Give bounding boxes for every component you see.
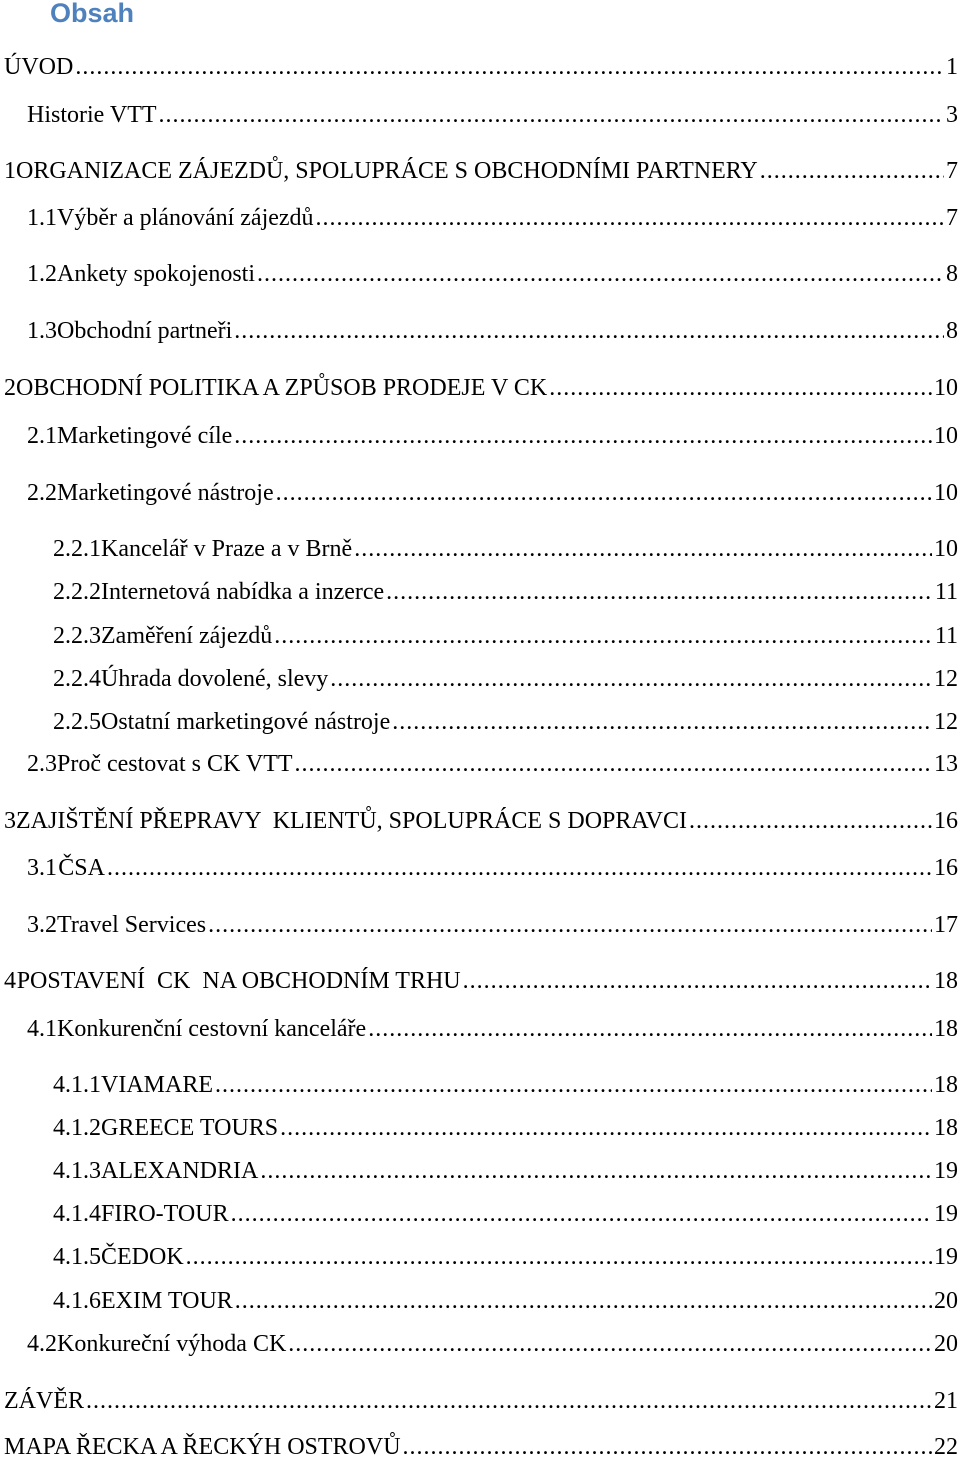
toc-entry[interactable]	[27, 910, 958, 940]
toc-entry-number: 1.2	[27, 261, 57, 287]
toc-entry[interactable]	[53, 534, 958, 564]
toc-entry-number: 3.1	[27, 855, 57, 881]
toc-entry-page-number: 16	[934, 808, 958, 834]
toc-entry-label: OBCHODNÍ POLITIKA A ZPŮSOB PRODEJE V CK	[16, 375, 548, 401]
toc-dot-leader	[107, 853, 932, 883]
toc-dot-leader	[316, 203, 944, 233]
toc-entry-page-number: 17	[934, 912, 958, 938]
toc-entry-label: Konkureční výhoda CK	[57, 1331, 287, 1357]
toc-entry-label: Ostatní marketingové nástroje	[101, 709, 391, 735]
toc-entry-page-number: 10	[934, 375, 958, 401]
toc-dot-leader	[549, 373, 932, 403]
toc-dot-leader	[288, 1329, 932, 1359]
toc-dot-leader	[392, 707, 932, 737]
toc-entry[interactable]	[4, 1386, 958, 1416]
toc-entry-label: Marketingové nástroje	[57, 480, 274, 506]
toc-dot-leader	[208, 910, 932, 940]
toc-entry-number: 4.1.5	[53, 1244, 101, 1270]
toc-entry-number: 2	[4, 375, 16, 401]
toc-entry[interactable]	[27, 1014, 958, 1044]
toc-entry-page-number: 19	[934, 1244, 958, 1270]
toc-entry[interactable]	[53, 1070, 958, 1100]
toc-entry-number: 3.2	[27, 912, 57, 938]
toc-entry-label: GREECE TOURS	[101, 1115, 279, 1141]
toc-entry[interactable]	[27, 421, 958, 451]
toc-entry-number: 4.1	[27, 1016, 57, 1042]
toc-entry[interactable]	[27, 316, 958, 346]
toc-entry-label: Obchodní partneři	[57, 318, 233, 344]
toc-dot-leader	[257, 259, 944, 289]
toc-dot-leader	[463, 966, 932, 996]
toc-dot-leader	[235, 1286, 932, 1316]
toc-dot-leader	[260, 1156, 932, 1186]
toc-dot-leader	[276, 478, 932, 508]
toc-entry-page-number: 3	[946, 102, 958, 128]
toc-entry-number: 2.1	[27, 423, 57, 449]
toc-entry[interactable]	[53, 1242, 958, 1272]
toc-entry-number: 3	[4, 808, 16, 834]
toc-entry-label: ORGANIZACE ZÁJEZDŮ, SPOLUPRÁCE S OBCHODNÍMI PARTNERY	[16, 158, 758, 184]
toc-entry-page-number: 10	[934, 480, 958, 506]
toc-entry[interactable]	[53, 1156, 958, 1186]
toc-entry[interactable]	[4, 1432, 958, 1462]
toc-entry[interactable]	[27, 100, 958, 130]
toc-entry[interactable]	[4, 52, 958, 82]
toc-entry-label: Úhrada dovolené, slevy	[101, 666, 329, 692]
toc-entry-page-number: 13	[934, 751, 958, 777]
toc-entry-label: FIRO-TOUR	[101, 1201, 229, 1227]
toc-entry-page-number: 12	[934, 666, 958, 692]
toc-entry-page-number: 8	[946, 261, 958, 287]
toc-entry[interactable]	[27, 203, 958, 233]
toc-entry-number: 2.2.1	[53, 536, 101, 562]
toc-entry-page-number: 12	[934, 709, 958, 735]
toc-entry-number: 2.2.4	[53, 666, 101, 692]
toc-entry-page-number: 18	[934, 1072, 958, 1098]
toc-entry-number: 1.1	[27, 205, 57, 231]
toc-dot-leader	[330, 664, 932, 694]
toc-entry-label: Kancelář v Praze a v Brně	[101, 536, 353, 562]
toc-dot-leader	[354, 534, 932, 564]
toc-entry-label: MAPA ŘECKA A ŘECKÝH OSTROVŮ	[4, 1434, 401, 1460]
toc-entry-number: 1	[4, 158, 16, 184]
toc-dot-leader	[280, 1113, 932, 1143]
toc-entry-number: 4	[4, 968, 16, 994]
toc-entry[interactable]	[27, 853, 958, 883]
toc-entry-page-number: 22	[934, 1434, 958, 1460]
toc-entry-page-number: 7	[946, 158, 958, 184]
toc-entry-label: Konkurenční cestovní kanceláře	[57, 1016, 367, 1042]
toc-entry[interactable]	[4, 806, 958, 836]
toc-entry-label: Výběr a plánování zájezdů	[57, 205, 314, 231]
toc-entry-number: 2.2.3	[53, 623, 101, 649]
toc-entry-label: POSTAVENÍ CK NA OBCHODNÍM TRHU	[16, 968, 461, 994]
toc-entry[interactable]	[53, 1113, 958, 1143]
toc-entry-label: ZAJIŠTĚNÍ PŘEPRAVY KLIENTŮ, SPOLUPRÁCE S DOPRAVCI	[16, 808, 687, 834]
toc-entry-number: 2.2.2	[53, 579, 101, 605]
toc-entry-label: Historie VTT	[27, 102, 157, 128]
toc-entry-page-number: 11	[934, 579, 958, 605]
toc-entry-number: 2.2	[27, 480, 57, 506]
toc-entry-label: ČSA	[58, 855, 105, 881]
toc-entry-number: 4.1.1	[53, 1072, 101, 1098]
toc-dot-leader	[403, 1432, 932, 1462]
toc-entry-page-number: 16	[934, 855, 958, 881]
toc-dot-leader	[186, 1242, 932, 1272]
toc-entry-label: ALEXANDRIA	[101, 1158, 259, 1184]
toc-dot-leader	[689, 806, 932, 836]
toc-entry-number: 4.1.4	[53, 1201, 101, 1227]
toc-dot-leader	[760, 156, 944, 186]
toc-entry-label: Internetová nabídka a inzerce	[101, 579, 385, 605]
toc-entry-page-number: 19	[934, 1158, 958, 1184]
toc-dot-leader	[368, 1014, 932, 1044]
toc-entry-page-number: 18	[934, 1016, 958, 1042]
toc-entry-number: 2.2.5	[53, 709, 101, 735]
toc-entry-number: 4.2	[27, 1331, 57, 1357]
toc-entry-number: 4.1.6	[53, 1288, 101, 1314]
toc-entry[interactable]	[27, 749, 958, 779]
toc-dot-leader	[386, 577, 933, 607]
toc-entry[interactable]	[53, 664, 958, 694]
toc-entry-page-number: 19	[934, 1201, 958, 1227]
toc-entry-label: Proč cestovat s CK VTT	[57, 751, 293, 777]
toc-entry[interactable]	[53, 621, 958, 651]
toc-title: Obsah	[50, 0, 135, 28]
toc-entry-number: 1.3	[27, 318, 57, 344]
toc-entry[interactable]	[27, 478, 958, 508]
toc-entry-label: Ankety spokojenosti	[57, 261, 255, 287]
toc-dot-leader	[295, 749, 932, 779]
toc-dot-leader	[86, 1386, 932, 1416]
toc-entry-page-number: 18	[934, 1115, 958, 1141]
toc-entry-label: VIAMARE	[101, 1072, 213, 1098]
toc-dot-leader	[231, 1199, 932, 1229]
toc-entry[interactable]	[53, 1199, 958, 1229]
toc-dot-leader	[234, 421, 932, 451]
toc-entry-label: ČEDOK	[101, 1244, 184, 1270]
toc-entry-page-number: 10	[934, 423, 958, 449]
toc-entry[interactable]	[53, 577, 958, 607]
toc-dot-leader	[274, 621, 933, 651]
toc-entry-number: 4.1.2	[53, 1115, 101, 1141]
toc-entry[interactable]	[27, 259, 958, 289]
toc-entry-number: 2.3	[27, 751, 57, 777]
toc-entry[interactable]	[4, 156, 958, 186]
toc-entry-number: 4.1.3	[53, 1158, 101, 1184]
toc-entry-label: ÚVOD	[4, 54, 74, 80]
toc-entry-page-number: 8	[946, 318, 958, 344]
toc-entry-label: Marketingové cíle	[57, 423, 233, 449]
toc-dot-leader	[75, 52, 944, 82]
toc-entry-label: ZÁVĚR	[4, 1388, 84, 1414]
toc-entry[interactable]	[4, 966, 958, 996]
toc-entry-page-number: 10	[934, 536, 958, 562]
toc-entry[interactable]	[4, 373, 958, 403]
toc-entry[interactable]	[53, 707, 958, 737]
toc-entry-page-number: 20	[934, 1331, 958, 1357]
toc-entry[interactable]	[53, 1286, 958, 1316]
toc-entry-page-number: 21	[934, 1388, 958, 1414]
toc-entry-page-number: 1	[946, 54, 958, 80]
toc-entry-label: Travel Services	[57, 912, 207, 938]
toc-entry[interactable]	[27, 1329, 958, 1359]
toc-dot-leader	[159, 100, 944, 130]
toc-entry-page-number: 7	[946, 205, 958, 231]
toc-dot-leader	[215, 1070, 932, 1100]
toc-entry-page-number: 18	[934, 968, 958, 994]
toc-dot-leader	[234, 316, 944, 346]
toc-entry-label: EXIM TOUR	[101, 1288, 233, 1314]
toc-entry-page-number: 11	[934, 623, 958, 649]
toc-entry-page-number: 20	[934, 1288, 958, 1314]
toc-entry-label: Zaměření zájezdů	[101, 623, 273, 649]
